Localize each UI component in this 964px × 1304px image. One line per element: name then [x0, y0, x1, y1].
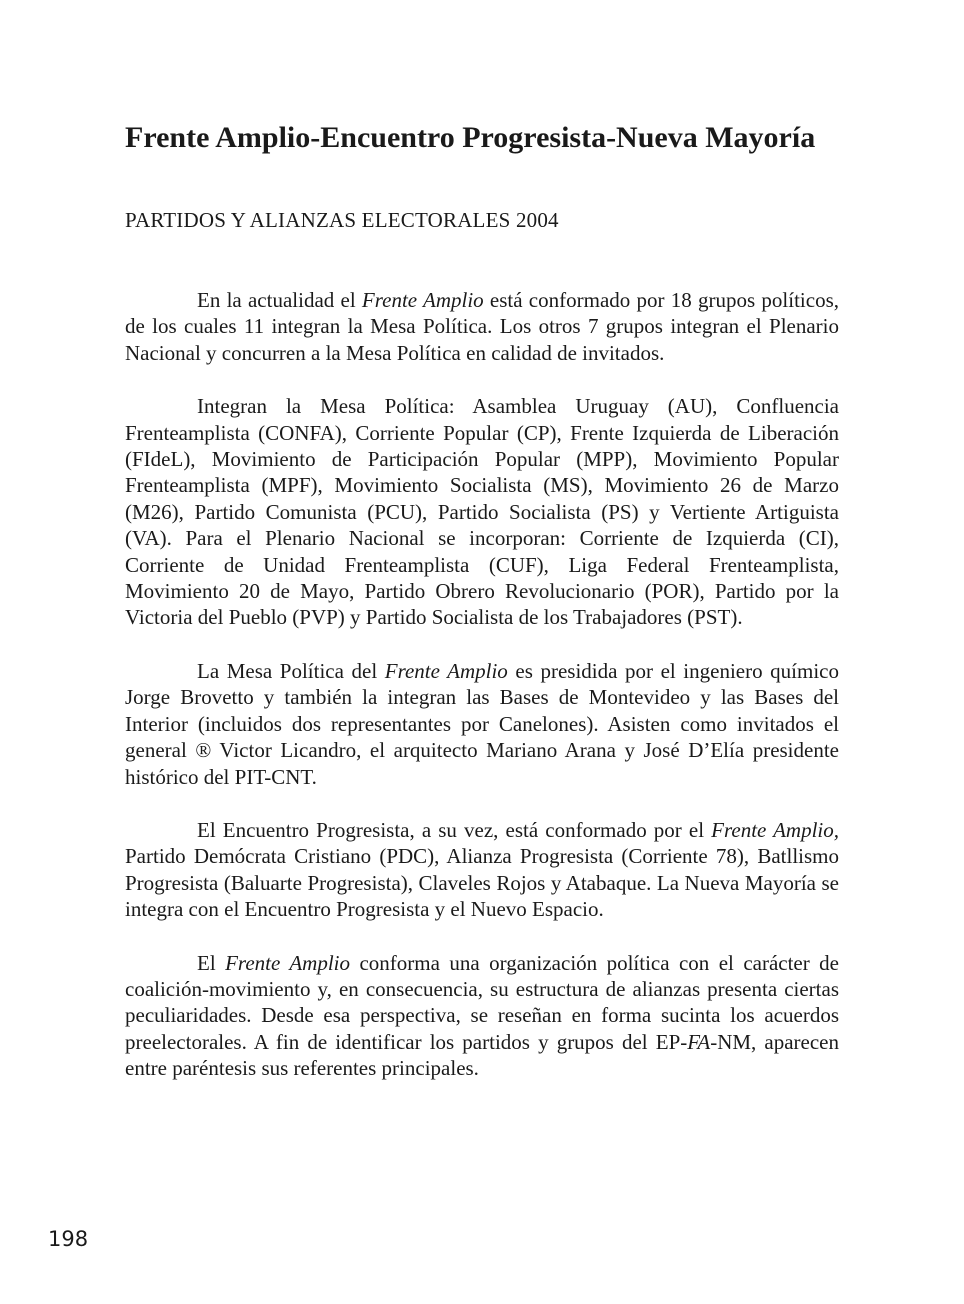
paragraph [125, 817, 839, 923]
text-segment: El Encuentro Progresista, a su vez, está conformado por el [197, 817, 712, 842]
text-segment: conforma una organización política con el carácter de coalición-movimiento y, en consecuencia, su estructura de alianzas presenta ciertas peculiaridades. Desde esa perspectiva, se reseñan en forma sucinta los acuerdos preelectorales. A fin de identificar los partidos y grupos del EP- [125, 950, 839, 1054]
section-heading: PARTIDOS Y ALIANZAS ELECTORALES 2004 [125, 208, 559, 232]
page-number: 198 [48, 1227, 89, 1251]
text-segment: En la actualidad el [197, 288, 362, 312]
text-segment: -NM, aparecen entre paréntesis sus referentes principales. [125, 1029, 839, 1081]
text-segment-italic: Frente Amplio [384, 658, 508, 683]
text-segment: El [197, 950, 226, 975]
text-segment-italic: Frente Amplio [361, 288, 484, 312]
text-segment-italic: Frente Amplio [225, 950, 351, 975]
text-segment: está conformado por 18 grupos políticos, de los cuales 11 integran la Mesa Política. Los otros 7 grupos integran el Plenario Nacional y concurren a la Mesa Política en calidad de invitados. [125, 288, 839, 365]
text-segment: Integran la Mesa Política: Asamblea Uruguay (AU), Confluencia Frenteamplista (CONFA), Corriente Popular (CP), Frente Izquierda de Liberación (FIdeL), Movimiento de Participación Popular (MPP), Movimiento Popular Frenteamplista (MPF), Movimiento Socialista (MS), Movimiento 26 de Marzo (M26), Partido Comunista (PCU), Partido Socialista (PS) y Vertiente Artiguista (VA). Para el Plenario Nacional se incorporan: Corriente de Izquierda (CI), Corriente de Unidad Frenteamplista (CUF), Liga Federal Frenteamplista, Movimiento 20 de Mayo, Partido Obrero Revolucionario (POR), Partido por la Victoria del Pueblo (PVP) y Partido Socialista de los Trabajadores (PST). [125, 394, 839, 630]
text-segment-italic: FA [687, 1029, 711, 1054]
paragraph [125, 950, 839, 1082]
paragraph [125, 287, 839, 366]
paragraph [125, 393, 839, 631]
page-title: Frente Amplio-Encuentro Progresista-Nueva Mayoría [125, 121, 816, 154]
text-segment: es presidida por el ingeniero químico Jorge Brovetto y también la integran las Bases de Montevideo y las Bases del Interior (incluidos dos representantes por Canelones). Asisten como invitados el general ® Victor Licandro, el arquitecto Mariano Arana y José D’Elía presidente histórico del PIT-CNT. [125, 658, 840, 789]
text-segment: La Mesa Política del [197, 658, 385, 683]
text-segment-italic: Frente Amplio, [711, 817, 839, 842]
body-text [125, 287, 839, 1109]
paragraph [125, 658, 839, 790]
text-segment: Partido Demócrata Cristiano (PDC), Alianza Progresista (Corriente 78), Batllismo Progresista (Baluarte Progresista), Claveles Rojos y Atabaque. La Nueva Mayoría se integra con el Encuentro Progresista y el Nuevo Espacio. [125, 844, 839, 922]
